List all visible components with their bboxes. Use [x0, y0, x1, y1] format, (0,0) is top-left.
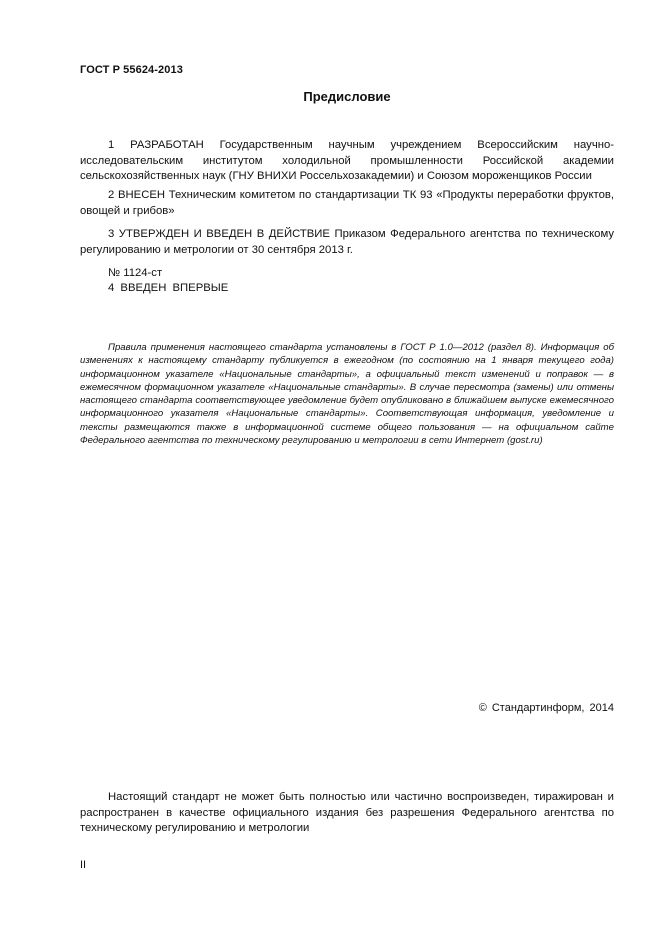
preface-item-approved: 3 УТВЕРЖДЕН И ВВЕДЕН В ДЕЙСТВИЕ Приказом Федерального агентства по техническому регулированию и метрологии от 30 сентября 2013 г.: [80, 228, 614, 256]
page-number: II: [80, 859, 87, 871]
page-title: Предисловие: [303, 89, 391, 104]
document-code: ГОСТ Р 55624-2013: [80, 64, 183, 76]
reproduction-disclaimer: Настоящий стандарт не может быть полностью или частично воспроизведен, тиражирован и распространен в качестве официального издания без разрешения Федерального агентства по техническому регулированию и метрологии: [80, 791, 614, 834]
order-number: № 1124-ст: [108, 267, 163, 279]
copyright-notice: © Стандартинформ, 2014: [478, 702, 614, 714]
application-rules-note: Правила применения настоящего стандарта установлены в ГОСТ Р 1.0—2012 (раздел 8). Информация об изменениях к настоящему стандарту публикуется в ежегодном (по состоянию на 1 января текущего года) информационном указателе «Национальные стандарты», а официальный текст изменений и поправок — в ежемесячном формационном указателе «Национальные стандарты». В случае пересмотра (замены) или отмены настоящего стандарта соответствующее уведомление будет опубликовано в ближайшем выпуске ежемесячного информационного указателя «Национальные стандарты». Соответствующая информация, уведомление и тексты размещаются также в информационной системе общего пользования — на официальном сайте Федерального агентства по техническому регулированию и метрологии в сети Интернет (gost.ru): [80, 342, 614, 447]
preface-item-submitted: 2 ВНЕСЕН Техническим комитетом по стандартизации ТК 93 «Продукты переработки фруктов, овощей и грибов»: [80, 189, 614, 217]
preface-item-introduced: 4 ВВЕДЕН ВПЕРВЫЕ: [108, 282, 229, 294]
preface-item-developed: 1 РАЗРАБОТАН Государственным научным учреждением Всероссийским научно-исследовательским институтом холодильной промышленности Российской академии сельскохозяйственных наук (ГНУ ВНИХИ Россельхозакадемии) и Союзом мороженщиков России: [80, 139, 614, 182]
